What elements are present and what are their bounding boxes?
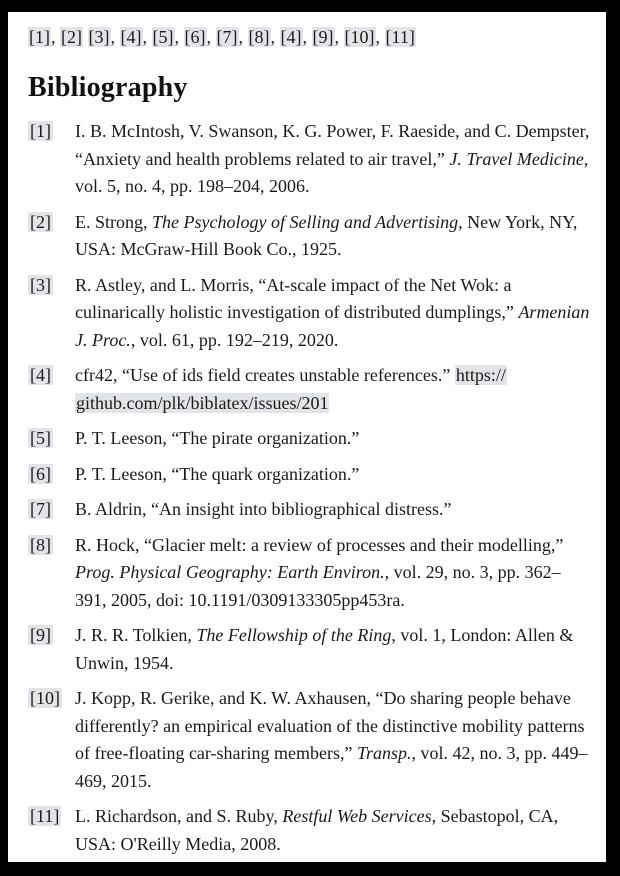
bibliography-entry bbox=[28, 803, 590, 858]
bibliography-entry bbox=[28, 209, 590, 264]
entry-title-italic: J. Travel Medicine bbox=[449, 148, 584, 169]
entry-text-segment: cfr42, “Use of ids field creates unstable references.” bbox=[75, 365, 455, 385]
citation-link[interactable]: [1] bbox=[29, 27, 50, 47]
entry-label-column bbox=[28, 272, 75, 355]
entry-label[interactable]: [11] bbox=[30, 806, 60, 826]
entry-text-segment: , vol. 29, no. 3, pp. 362–391, 2005, doi: 10.1191/0309133305pp453ra. bbox=[75, 562, 561, 610]
bibliography-heading: Bibliography bbox=[28, 72, 188, 103]
entry-label[interactable]: [4] bbox=[30, 365, 51, 385]
bibliography-entry bbox=[28, 532, 590, 615]
citation-link[interactable]: [6] bbox=[184, 27, 206, 47]
entry-label[interactable]: [8] bbox=[30, 534, 51, 555]
bibliography-entry bbox=[28, 272, 590, 355]
bibliography-entry bbox=[28, 685, 590, 795]
entry-label[interactable]: [6] bbox=[30, 463, 51, 484]
citation-link[interactable]: [9] bbox=[312, 27, 334, 47]
entry-label-column bbox=[28, 622, 75, 677]
entry-text-segment: R. Astley, and L. Morris, “At-scale impact of the Net Wok: a culinarically holistic investigation of distributed dumplings,” bbox=[75, 274, 519, 322]
entry-url-link[interactable]: https:// bbox=[455, 365, 506, 385]
entry-text bbox=[75, 118, 590, 201]
entry-text-segment: R. Hock, “Glacier melt: a review of processes and their modelling,” bbox=[75, 534, 564, 555]
entry-label-column bbox=[28, 362, 75, 417]
citation-link[interactable]: [2] bbox=[61, 27, 82, 47]
document-page bbox=[8, 12, 606, 862]
entry-text bbox=[75, 461, 590, 489]
entry-text-segment: , vol. 5, no. 4, pp. 198–204, 2006. bbox=[75, 148, 589, 196]
entry-title-italic: Prog. Physical Geography: Earth Environ. bbox=[75, 562, 385, 582]
entry-label-column bbox=[28, 496, 75, 524]
entry-text-segment: J. Kopp, R. Gerike, and K. W. Axhausen, “Do sharing people behave differently? an empirical evaluation of the distinctive mobility patterns of free-floating car-sharing members,” bbox=[75, 688, 585, 763]
bibliography-entry bbox=[28, 622, 590, 677]
entry-label[interactable]: [1] bbox=[30, 121, 51, 141]
entry-text bbox=[75, 622, 590, 677]
entry-text bbox=[75, 532, 590, 615]
citation-link[interactable]: [7] bbox=[216, 27, 238, 47]
entry-text-segment: , vol. 42, no. 3, pp. 449–469, 2015. bbox=[75, 743, 588, 791]
citation-link[interactable]: [5] bbox=[152, 27, 174, 47]
entry-label-column bbox=[28, 461, 75, 489]
entry-label[interactable]: [10] bbox=[30, 688, 60, 708]
citation-link[interactable]: [4] bbox=[280, 27, 302, 47]
entry-label-column bbox=[28, 803, 75, 858]
entry-label-column bbox=[28, 209, 75, 264]
entry-title-italic: The Psychology of Selling and Advertising bbox=[152, 211, 459, 232]
citation-link[interactable]: [11] bbox=[385, 27, 415, 47]
entry-label[interactable]: [7] bbox=[30, 499, 51, 519]
entry-label[interactable]: [5] bbox=[30, 428, 51, 448]
entry-text-segment: , vol. 61, pp. 192–219, 2020. bbox=[130, 329, 339, 350]
citation-line: [1], [2] [3], [4], [5], [6], [7], [8], [4], [9], [10], [11] bbox=[29, 27, 415, 47]
bibliography-list bbox=[28, 118, 590, 858]
entry-label[interactable]: [2] bbox=[30, 211, 51, 232]
entry-label[interactable]: [3] bbox=[30, 274, 51, 295]
entry-label-column bbox=[28, 425, 75, 453]
entry-title-italic: Transp. bbox=[357, 743, 412, 763]
entry-text-segment: I. B. McIntosh, V. Swanson, K. G. Power, F. Raeside, and C. Dempster, “Anxiety and health problems related to air travel,” bbox=[75, 121, 590, 169]
citation-link[interactable]: [8] bbox=[248, 27, 270, 47]
entry-title-italic: Restful Web Services bbox=[282, 806, 432, 826]
entry-title-italic: Armenian J. Proc. bbox=[75, 302, 590, 350]
bibliography-entry bbox=[28, 118, 590, 201]
entry-text-segment: P. T. Leeson, “The pirate organization.” bbox=[75, 428, 360, 448]
entry-text bbox=[75, 209, 590, 264]
entry-text-segment: , Sebastopol, CA, USA: O'Reilly Media, 2008. bbox=[75, 806, 559, 854]
entry-text-segment: J. R. R. Tolkien, bbox=[75, 625, 197, 645]
entry-label-column bbox=[28, 118, 75, 201]
citation-link[interactable]: [10] bbox=[344, 27, 375, 47]
bibliography-entry bbox=[28, 362, 590, 417]
entry-label[interactable]: [9] bbox=[30, 625, 51, 645]
entry-text bbox=[75, 425, 590, 453]
bibliography-entry bbox=[28, 425, 590, 453]
citation-link[interactable]: [4] bbox=[120, 27, 142, 47]
entry-text bbox=[75, 496, 590, 524]
entry-label-column bbox=[28, 685, 75, 795]
entry-text bbox=[75, 272, 590, 355]
entry-text-segment: E. Strong, bbox=[75, 211, 153, 232]
entry-text-segment: B. Aldrin, “An insight into bibliographical distress.” bbox=[75, 499, 452, 519]
entry-text-segment: , New York, NY, USA: McGraw-Hill Book Co., 1925. bbox=[75, 211, 578, 259]
citation-link[interactable]: [3] bbox=[88, 27, 110, 47]
entry-text-segment: L. Richardson, and S. Ruby, bbox=[75, 806, 283, 826]
bibliography-entry bbox=[28, 461, 590, 489]
entry-text-segment: , vol. 1, London: Allen & Unwin, 1954. bbox=[75, 625, 574, 673]
entry-text bbox=[75, 803, 590, 858]
entry-text-segment: P. T. Leeson, “The quark organization.” bbox=[75, 463, 360, 484]
bibliography-entry bbox=[28, 496, 590, 524]
entry-url-link[interactable]: github.com/plk/biblatex/issues/201 bbox=[76, 392, 329, 413]
entry-text bbox=[75, 685, 590, 795]
entry-text bbox=[75, 362, 590, 417]
entry-label-column bbox=[28, 532, 75, 615]
entry-title-italic: The Fellowship of the Ring bbox=[196, 625, 392, 645]
